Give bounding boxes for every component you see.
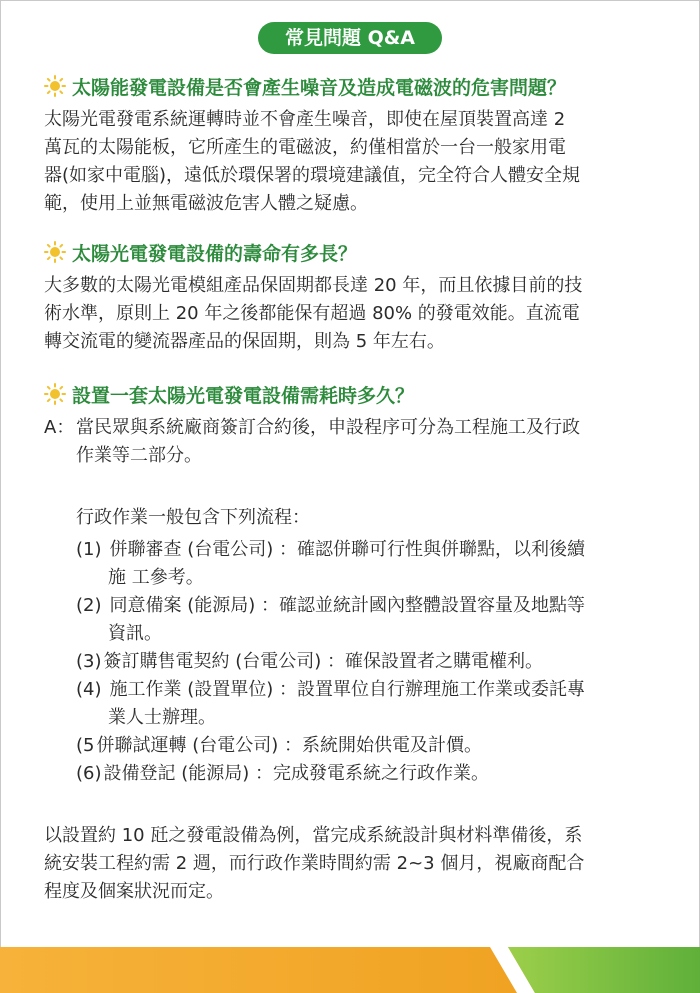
answer-prefix: A： bbox=[44, 417, 75, 438]
text-line: 作業等二部分。 bbox=[76, 445, 202, 466]
list-item: (1) 併聯審查 (台電公司) ：確認併聯可行性與併聯點，以利後續 施 工參考。 bbox=[76, 539, 585, 588]
question-heading bbox=[44, 72, 660, 100]
question-text: 太陽能發電設備是否會產生噪音及造成電磁波的危害問題？ bbox=[72, 76, 567, 99]
question-text: 太陽光電發電設備的壽命有多長？ bbox=[72, 242, 358, 265]
sun-icon bbox=[44, 383, 66, 405]
faq-section-2 bbox=[44, 238, 660, 356]
text-line: 統安裝工程約需 2 週，而行政作業時間約需 2~3 個月，視廠商配合 bbox=[44, 853, 585, 874]
text-line: 器(如家中電腦)，遠低於環保署的環境建議值，完全符合人體安全規 bbox=[44, 165, 581, 186]
question-heading bbox=[44, 380, 660, 408]
sun-icon bbox=[44, 241, 66, 263]
procedure-list bbox=[44, 504, 660, 788]
faq-section-1 bbox=[44, 72, 660, 218]
sun-icon bbox=[44, 75, 66, 97]
text-line: 術水準，原則上 20 年之後都能保有超過 80% 的發電效能。直流電 bbox=[44, 303, 580, 324]
answer-intro bbox=[44, 414, 660, 470]
text-line: 以設置約 10 瓩之發電設備為例，當完成系統設計與材料準備後，系 bbox=[44, 825, 583, 846]
list-item: (3) 簽訂購售電契約 (台電公司) ：確保設置者之購電權利。 bbox=[76, 651, 543, 672]
text-line: 萬瓦的太陽能板，它所產生的電磁波，約僅相當於一台一般家用電 bbox=[44, 137, 566, 158]
list-item: (6) 設備登記 (能源局) ：完成發電系統之行政作業。 bbox=[76, 763, 489, 784]
list-item: (2) 同意備案 (能源局) ：確認並統計國內整體設置容量及地點等 資訊。 bbox=[76, 595, 585, 644]
question-heading bbox=[44, 238, 660, 266]
list-item: (4) 施工作業 (設置單位) ：設置單位自行辦理施工作業或委託專 業人士辦理。 bbox=[76, 679, 585, 728]
page-title: 常見問題 Q&A bbox=[258, 22, 442, 54]
faq-section-3 bbox=[44, 380, 660, 906]
text-line: 太陽光電發電系統運轉時並不會產生噪音，即使在屋頂裝置高達 2 bbox=[44, 109, 566, 130]
footer-decoration bbox=[0, 947, 700, 993]
text-line: 大多數的太陽光電模組產品保固期都長達 20 年，而且依據目前的技 bbox=[44, 275, 583, 296]
answer-paragraph bbox=[44, 272, 660, 356]
text-line: 當民眾與系統廠商簽訂合約後，申設程序可分為工程施工及行政 bbox=[76, 417, 580, 438]
question-text: 設置一套太陽光電發電設備需耗時多久？ bbox=[72, 384, 415, 407]
text-line: 範，使用上並無電磁波危害人體之疑慮。 bbox=[44, 193, 368, 214]
answer-paragraph bbox=[44, 106, 660, 218]
list-item: (5 併聯試運轉 (台電公司) ：系統開始供電及計價。 bbox=[76, 735, 482, 756]
list-title: 行政作業一般包含下列流程： bbox=[76, 507, 310, 528]
closing-paragraph bbox=[44, 822, 660, 906]
text-line: 程度及個案狀況而定。 bbox=[44, 881, 224, 902]
text-line: 轉交流電的變流器產品的保固期，則為 5 年左右。 bbox=[44, 331, 445, 352]
